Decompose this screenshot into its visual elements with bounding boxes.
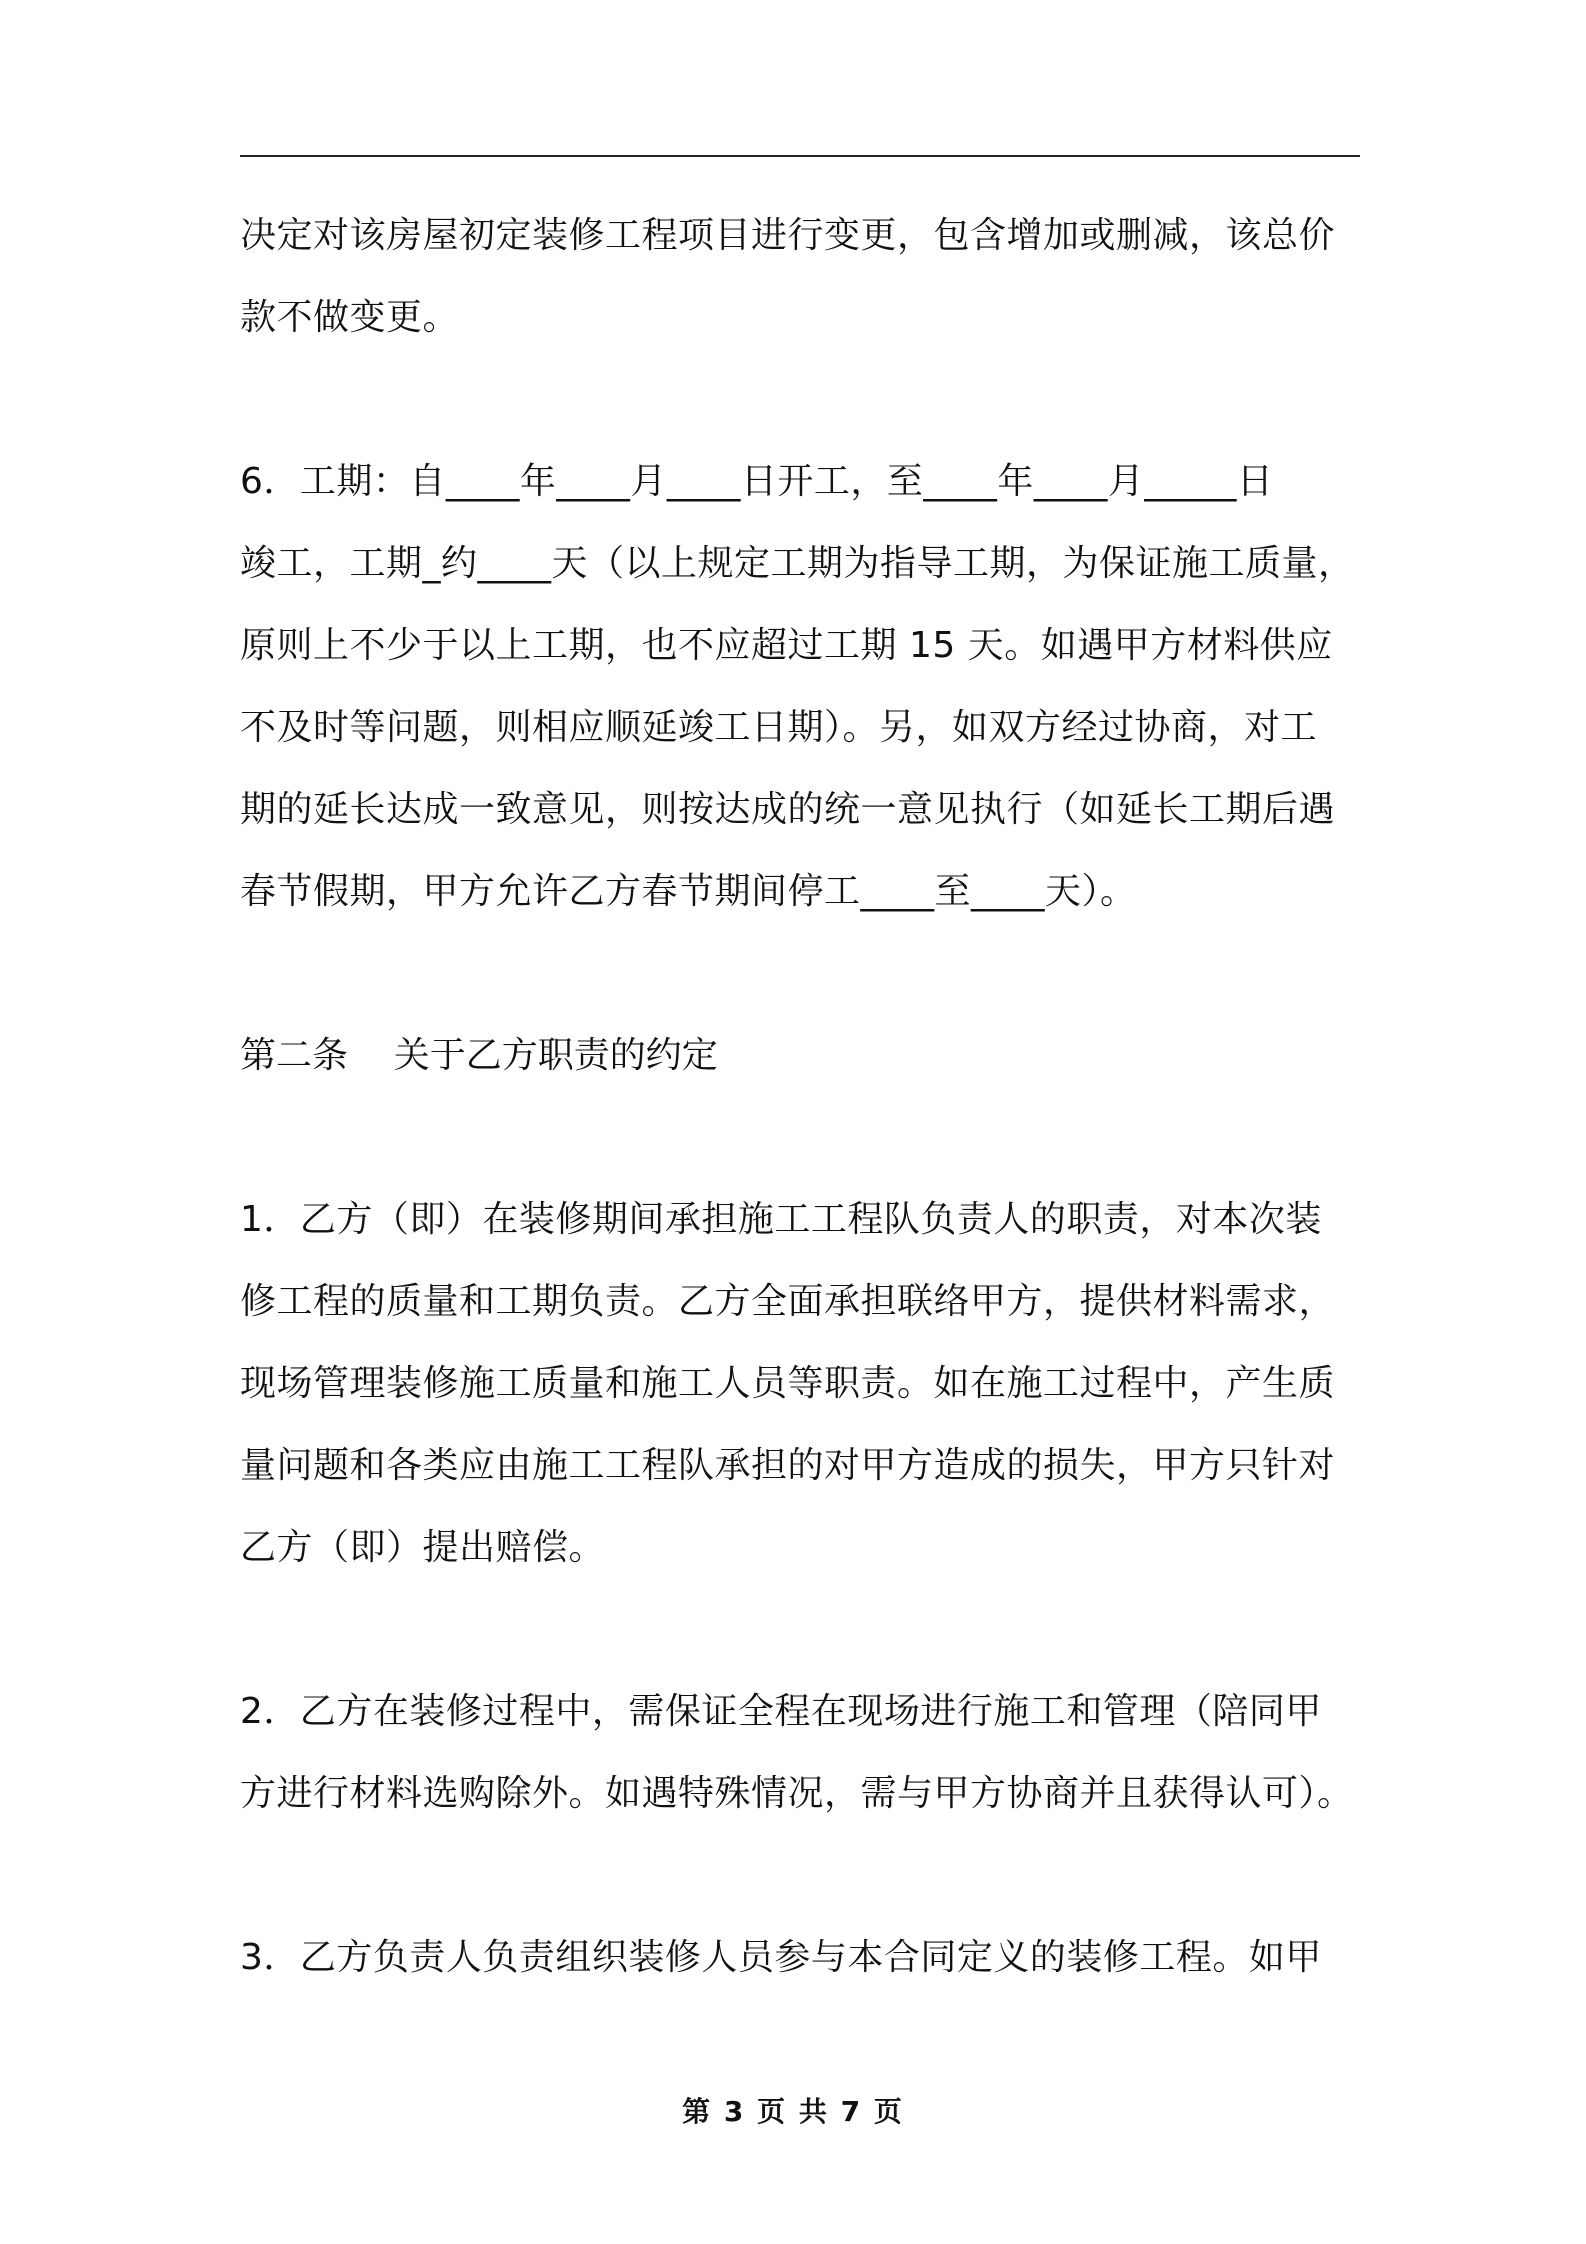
text-line: 修工程的质量和工期负责。乙方全面承担联络甲方，提供材料需求， bbox=[240, 1281, 1336, 1322]
paragraph-cont bbox=[240, 195, 1365, 359]
text-line: 量问题和各类应由施工工程队承担的对甲方造成的损失，甲方只针对 bbox=[240, 1445, 1336, 1486]
paragraph-gap bbox=[240, 933, 1365, 1015]
section-heading: 第二条 关于乙方职责的约定 bbox=[240, 1035, 718, 1076]
page-number: 第 3 页 共 7 页 bbox=[682, 2095, 904, 2128]
text-line: 1．乙方（即）在装修期间承担施工工程队负责人的职责，对本次装 bbox=[240, 1199, 1322, 1240]
text-line: 不及时等问题，则相应顺延竣工日期）。另，如双方经过协商，对工 bbox=[240, 707, 1318, 748]
text-line: 款不做变更。 bbox=[240, 297, 460, 338]
text-line: 竣工，工期_约____天（以上规定工期为指导工期，为保证施工质量， bbox=[240, 543, 1355, 584]
text-line: 春节假期，甲方允许乙方春节期间停工____至____天）。 bbox=[240, 871, 1137, 912]
paragraph-gap bbox=[240, 1097, 1365, 1179]
text-line: 乙方（即）提出赔偿。 bbox=[240, 1527, 606, 1568]
paragraph-item-3 bbox=[240, 1917, 1365, 1999]
text-line: 3．乙方负责人负责组织装修人员参与本合同定义的装修工程。如甲 bbox=[240, 1937, 1322, 1978]
text-line: 原则上不少于以上工期，也不应超过工期 15 天。如遇甲方材料供应 bbox=[240, 625, 1333, 666]
paragraph-gap bbox=[240, 1835, 1365, 1917]
paragraph-gap bbox=[240, 359, 1365, 441]
text-line: 2．乙方在装修过程中，需保证全程在现场进行施工和管理（陪同甲 bbox=[240, 1691, 1322, 1732]
paragraph-item-2 bbox=[240, 1671, 1365, 1835]
text-line: 现场管理装修施工质量和施工人员等职责。如在施工过程中，产生质 bbox=[240, 1363, 1336, 1404]
text-line: 方进行材料选购除外。如遇特殊情况，需与甲方协商并且获得认可）。 bbox=[240, 1773, 1354, 1814]
text-line: 6．工期：自____年____月____日开工，至____年____月_____日 bbox=[240, 461, 1274, 502]
paragraph-item-6 bbox=[240, 441, 1365, 933]
text-line: 决定对该房屋初定装修工程项目进行变更，包含增加或删减，该总价 bbox=[240, 215, 1336, 256]
header-rule bbox=[240, 155, 1360, 157]
text-line: 期的延长达成一致意见，则按达成的统一意见执行（如延长工期后遇 bbox=[240, 789, 1336, 830]
paragraph-gap bbox=[240, 1589, 1365, 1671]
paragraph-item-1 bbox=[240, 1179, 1365, 1589]
document-body bbox=[240, 195, 1365, 1999]
